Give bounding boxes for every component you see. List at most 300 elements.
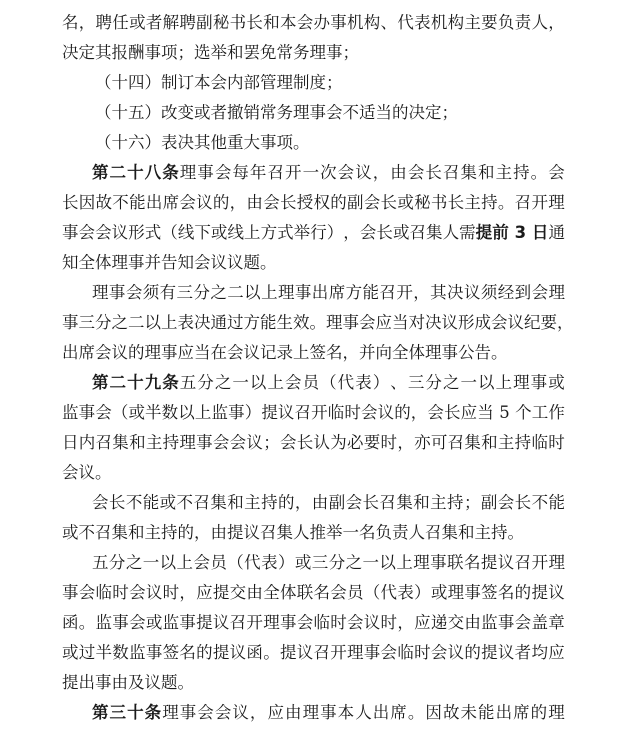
text-char: 召 [379, 283, 396, 302]
text-char: 或 [548, 373, 565, 392]
text-char: 时 [344, 403, 361, 422]
text-char: 理 [447, 583, 465, 602]
text-char: 或 [159, 493, 177, 512]
text-char: 全 [263, 583, 280, 602]
text-char: 事 [108, 283, 126, 302]
text-char: 持 [513, 163, 530, 182]
text-char: 会 [95, 403, 112, 422]
text-char: 议 [447, 643, 465, 662]
text-char: 席 [513, 703, 530, 722]
text-line [62, 12, 565, 34]
text-char: 理 [513, 373, 530, 392]
text-char: 形 [458, 313, 475, 332]
text-line [62, 612, 565, 634]
text-char: 本 [337, 703, 355, 722]
text-char: 和 [413, 493, 430, 512]
bold-char: 十 [127, 703, 144, 722]
text-char: 持 [162, 433, 180, 452]
text-char: 监 [481, 613, 498, 632]
text-char: 半 [145, 403, 162, 422]
text-char: 三 [311, 553, 329, 572]
text-char: 长 [62, 193, 79, 212]
text-char: 决 [194, 313, 211, 332]
text-char: 议 [232, 703, 249, 722]
text-char: 议 [246, 433, 263, 452]
text-char: 召 [313, 643, 330, 662]
text-line [95, 132, 600, 154]
bold-char: 十 [127, 163, 144, 182]
text-char: 通 [210, 313, 227, 332]
text-char: 或 [294, 553, 312, 572]
text-char: 一 [142, 553, 160, 572]
text-char: 能 [548, 493, 565, 512]
text-char: 议 [507, 313, 524, 332]
text-char: 长 [380, 193, 398, 212]
text-char: 理 [179, 433, 196, 452]
text-char: 因 [78, 193, 96, 212]
text-char: 议 [497, 553, 515, 572]
text-char: 二 [227, 283, 244, 302]
text-char: 监 [95, 613, 113, 632]
text-char: 会 [263, 193, 280, 212]
text-char: 、 [380, 13, 398, 32]
text-char: 会 [193, 553, 210, 572]
text-char: 或 [145, 613, 163, 632]
text-char: 理 [263, 613, 280, 632]
text-char: 席 [328, 283, 346, 302]
text-char: 书 [229, 13, 247, 32]
text-char: 人 [442, 223, 460, 242]
text-char: 。 [407, 703, 425, 722]
text-char: 机 [430, 13, 448, 32]
text-char: 临 [327, 403, 345, 422]
text-char: 会 [179, 193, 196, 212]
text-char: 提 [196, 613, 213, 632]
text-char: 的 [196, 643, 213, 662]
text-char: 分 [108, 553, 126, 572]
text-char: 或 [430, 583, 448, 602]
text-char: 秘 [414, 193, 431, 212]
text-char: 员 [347, 583, 364, 602]
text-char: 由 [390, 163, 407, 182]
text-char: 会 [427, 403, 444, 422]
text-char: 者 [514, 643, 532, 662]
text-line [62, 522, 600, 544]
text-char: 代 [244, 553, 261, 572]
text-char: 应 [414, 613, 431, 632]
text-char: 体 [279, 583, 297, 602]
text-char: 五 [179, 373, 197, 392]
text-char: 均 [531, 643, 548, 662]
text-line [95, 72, 600, 94]
text-char: 作 [548, 403, 565, 422]
text-char: 提 [531, 583, 548, 602]
text-char: 提 [212, 583, 230, 602]
text-char: 的 [330, 193, 347, 212]
text-char: ， [372, 163, 390, 182]
text-char: ， [229, 193, 247, 212]
text-char: 会 [359, 313, 376, 332]
text-char: 出 [311, 283, 329, 302]
text-char: 理 [326, 313, 343, 332]
text-char: 或 [210, 223, 228, 242]
text-char: 事 [530, 373, 548, 392]
text-char: 主 [497, 433, 515, 452]
text-char: 会 [78, 583, 96, 602]
text-char: 表 [261, 553, 278, 572]
text-char: 和 [263, 13, 280, 32]
text-char: 数 [161, 403, 179, 422]
text-char: 和 [478, 163, 495, 182]
text-char: 一 [460, 373, 477, 392]
text-char: 成 [474, 313, 491, 332]
text-char: 名 [62, 13, 79, 32]
text-char: 理 [162, 703, 179, 722]
text-char: 会 [330, 583, 347, 602]
text-char: 亦 [414, 433, 431, 452]
text-char: 名 [313, 583, 330, 602]
text-char: 会 [337, 163, 355, 182]
text-char: 长 [376, 223, 393, 242]
text-char: （ [320, 373, 337, 392]
text-char: 名 [497, 583, 515, 602]
text-char: 和 [481, 433, 498, 452]
text-char: 持 [514, 433, 532, 452]
text-char: 须 [480, 283, 498, 302]
text-char: 集 [396, 493, 413, 512]
text-char: 召 [294, 403, 312, 422]
text-char: （ [161, 223, 178, 242]
text-char: 任 [112, 13, 129, 32]
text-char: ； [263, 433, 280, 452]
text-char: 提 [480, 553, 498, 572]
text-segment: 提出事由及议题。 [62, 673, 194, 692]
text-char: 行 [310, 223, 327, 242]
text-line [92, 282, 565, 304]
text-char: 开 [531, 553, 549, 572]
text-char: 集 [464, 433, 481, 452]
text-char: 事 [78, 403, 96, 422]
text-char: 不 [176, 493, 194, 512]
text-char: 议 [145, 583, 163, 602]
text-char: 三 [176, 283, 194, 302]
text-char: 和 [227, 493, 244, 512]
text-char: 员 [302, 373, 320, 392]
text-char: 理 [179, 163, 197, 182]
text-char: 联 [296, 583, 314, 602]
text-char: 集 [210, 493, 227, 512]
text-char: 会 [296, 613, 314, 632]
text-char: ； [463, 493, 481, 512]
text-char: 过 [78, 643, 96, 662]
text-char: 方 [260, 223, 278, 242]
text-char: 集 [460, 163, 477, 182]
bold-char: 日 [531, 223, 549, 242]
text-char: 长 [444, 403, 461, 422]
text-char: 之 [210, 283, 227, 302]
text-char: 当 [477, 403, 494, 422]
text-char: 形 [128, 223, 145, 242]
text-char: 本 [279, 13, 297, 32]
text-char: 事 [62, 583, 79, 602]
text-char: ， [294, 493, 312, 512]
bold-char: 第 [92, 703, 109, 722]
text-line [62, 312, 574, 334]
text-char: 会 [285, 373, 302, 392]
text-char: 理 [277, 283, 295, 302]
text-char: （ [227, 553, 244, 572]
text-char: 交 [229, 583, 247, 602]
text-char: 长 [108, 493, 126, 512]
text-char: 。 [309, 313, 326, 332]
text-char: 时 [162, 583, 180, 602]
text-char: 或 [129, 13, 146, 32]
text-line [62, 672, 600, 694]
text-char: 日 [62, 433, 79, 452]
text-char: （ [363, 583, 381, 602]
text-char: 集 [426, 223, 443, 242]
text-char: 表 [397, 583, 414, 602]
text-char: 员 [210, 553, 227, 572]
text-char: 事 [179, 613, 196, 632]
text-segment: （十六）表决其他重大事项。 [95, 133, 310, 152]
text-char: 过 [227, 313, 244, 332]
bold-char: 三 [109, 703, 127, 722]
text-char: 次 [320, 163, 337, 182]
text-char: 临 [313, 613, 330, 632]
bold-char: 二 [109, 373, 127, 392]
text-char: 方 [345, 283, 363, 302]
text-char: 事 [196, 433, 213, 452]
text-line [62, 642, 565, 664]
text-char: 必 [347, 433, 364, 452]
text-char: 秘 [212, 13, 230, 32]
text-char: 当 [392, 313, 409, 332]
text-char: 会 [491, 313, 508, 332]
text-char: 或 [62, 643, 79, 662]
text-char: 能 [362, 283, 379, 302]
text-char: 须 [142, 283, 160, 302]
text-char: 办 [313, 13, 330, 32]
text-char: 线 [227, 223, 244, 242]
text-char: 事 [464, 583, 481, 602]
text-char: 提 [481, 643, 498, 662]
text-char: 上 [396, 553, 413, 572]
text-char: ） [414, 583, 431, 602]
text-char: （ [111, 403, 129, 422]
text-char: 聘 [179, 13, 196, 32]
text-char: 事 [279, 613, 297, 632]
text-char: 每 [232, 163, 249, 182]
text-char: 。 [497, 193, 515, 212]
text-char: 议 [441, 313, 458, 332]
text-segment: （十五）改变或者撤销常务理事会不适当的决定； [95, 103, 458, 122]
bold-char: 条 [162, 163, 179, 182]
text-char: 代 [397, 13, 414, 32]
text-char: 因 [425, 703, 442, 722]
bold-char: 3 [514, 223, 527, 242]
text-char: 内 [78, 433, 96, 452]
bold-char: 条 [144, 703, 162, 722]
text-char: 分 [328, 553, 346, 572]
text-char: 以 [159, 553, 177, 572]
text-char: 以 [379, 553, 396, 572]
text-char: 召 [267, 163, 284, 182]
text-line [95, 102, 600, 124]
text-char: 通 [548, 223, 565, 242]
text-char: 故 [95, 193, 113, 212]
text-char: 应 [548, 643, 565, 662]
text-char: 责 [514, 13, 532, 32]
text-char: 不 [112, 193, 129, 212]
text-char: 议 [355, 163, 372, 182]
text-char: 表 [177, 313, 194, 332]
text-line [92, 372, 565, 394]
text-char: 长 [362, 493, 379, 512]
text-char: ） [372, 373, 390, 392]
text-char: 事 [430, 553, 447, 572]
text-char: ， [249, 703, 267, 722]
text-char: 召 [514, 553, 532, 572]
text-char: 代 [337, 373, 355, 392]
bold-char: 第 [92, 163, 109, 182]
text-char: 会 [229, 433, 247, 452]
text-char: 长 [279, 193, 297, 212]
text-char: 决 [425, 313, 442, 332]
text-char: 提 [279, 643, 297, 662]
text-char: 议 [296, 643, 314, 662]
text-char: 能 [478, 703, 495, 722]
text-char: 数 [112, 643, 129, 662]
text-char: 签 [162, 643, 180, 662]
text-char: 由 [285, 703, 302, 722]
text-char: 上 [176, 553, 194, 572]
text-char: 召 [447, 433, 465, 452]
text-char: 长 [425, 163, 442, 182]
text-char: ， [397, 433, 414, 452]
text-char: 临 [531, 433, 548, 452]
text-char: 提 [212, 643, 230, 662]
text-char: 集 [112, 433, 129, 452]
text-char: 有 [159, 283, 177, 302]
text-char: 议 [111, 223, 129, 242]
text-segment: 或不召集和主持的，由提议召集人推举一名负责人召集和主持。 [62, 523, 524, 542]
text-char: 未 [460, 703, 477, 722]
text-char: 分 [95, 313, 112, 332]
bold-char: 十 [127, 373, 144, 392]
text-char: 能 [129, 193, 146, 212]
text-char: 会 [345, 493, 363, 512]
text-char: 议 [377, 403, 395, 422]
text-char: 。 [263, 643, 280, 662]
text-char: 三 [407, 373, 425, 392]
text-char: 或 [397, 193, 414, 212]
text-char: 事 [112, 613, 129, 632]
text-char: 上 [261, 283, 278, 302]
text-char: 的 [212, 193, 230, 212]
text-segment: 会议。 [62, 463, 112, 482]
text-char: ） [326, 223, 344, 242]
text-char: 名 [463, 553, 481, 572]
text-char: 议 [463, 283, 481, 302]
text-char: 上 [161, 313, 178, 332]
text-char: 事 [228, 403, 245, 422]
text-char: 理 [548, 283, 565, 302]
text-char: 函 [246, 643, 263, 662]
text-char: 应 [460, 403, 478, 422]
text-char: 时 [330, 613, 347, 632]
text-char: 开 [285, 163, 302, 182]
text-line [62, 342, 600, 364]
text-char: 时 [380, 433, 398, 452]
text-char: 议 [277, 403, 295, 422]
text-char: 表 [414, 13, 431, 32]
text-char: ， [343, 223, 360, 242]
text-char: 构 [363, 13, 381, 32]
text-char: 事 [294, 283, 312, 302]
text-char: 可 [430, 433, 448, 452]
text-char: 监 [62, 403, 79, 422]
text-char: 能 [142, 493, 160, 512]
text-char: 到 [514, 283, 532, 302]
text-char: 时 [112, 583, 129, 602]
text-char: 出 [145, 193, 163, 212]
text-char: 会 [214, 703, 232, 722]
text-char: 分 [425, 373, 442, 392]
text-char: 的 [530, 703, 548, 722]
text-char: 生 [276, 313, 293, 332]
text-char: 二 [128, 313, 145, 332]
text-char: 三 [78, 313, 95, 332]
text-line [62, 252, 600, 274]
text-char: 席 [162, 193, 180, 212]
text-line [62, 42, 600, 64]
text-char: 理 [548, 193, 565, 212]
text-char: 会 [380, 643, 398, 662]
text-char: 持 [261, 493, 278, 512]
text-char: 代 [380, 583, 398, 602]
text-char: 年 [249, 163, 267, 182]
text-char: 的 [394, 403, 411, 422]
text-char: 主 [145, 433, 163, 452]
text-char: 线 [177, 223, 195, 242]
text-char: 临 [95, 583, 113, 602]
text-char: 出 [495, 703, 513, 722]
text-char: 一 [302, 163, 320, 182]
text-char: 分 [197, 373, 214, 392]
bold-char: 条 [162, 373, 179, 392]
text-char: 召 [193, 493, 210, 512]
text-char: 上 [267, 373, 284, 392]
text-char: 举 [293, 223, 311, 242]
text-char: ， [179, 583, 196, 602]
bold-char: 九 [144, 373, 162, 392]
text-char: 会 [125, 283, 143, 302]
text-char: 事 [320, 703, 337, 722]
text-char: ， [410, 403, 428, 422]
text-segment: 知全体理事并告知会议议题。 [62, 253, 277, 272]
text-char: 表 [355, 373, 372, 392]
text-char: 效 [293, 313, 310, 332]
text-char: 会 [359, 223, 377, 242]
text-char: 应 [375, 313, 392, 332]
text-char: 出 [372, 703, 390, 722]
text-line [62, 402, 565, 424]
text-char: ， [397, 613, 414, 632]
text-char: 召 [379, 493, 396, 512]
text-char: 会 [92, 493, 109, 512]
text-char: 议 [548, 583, 565, 602]
